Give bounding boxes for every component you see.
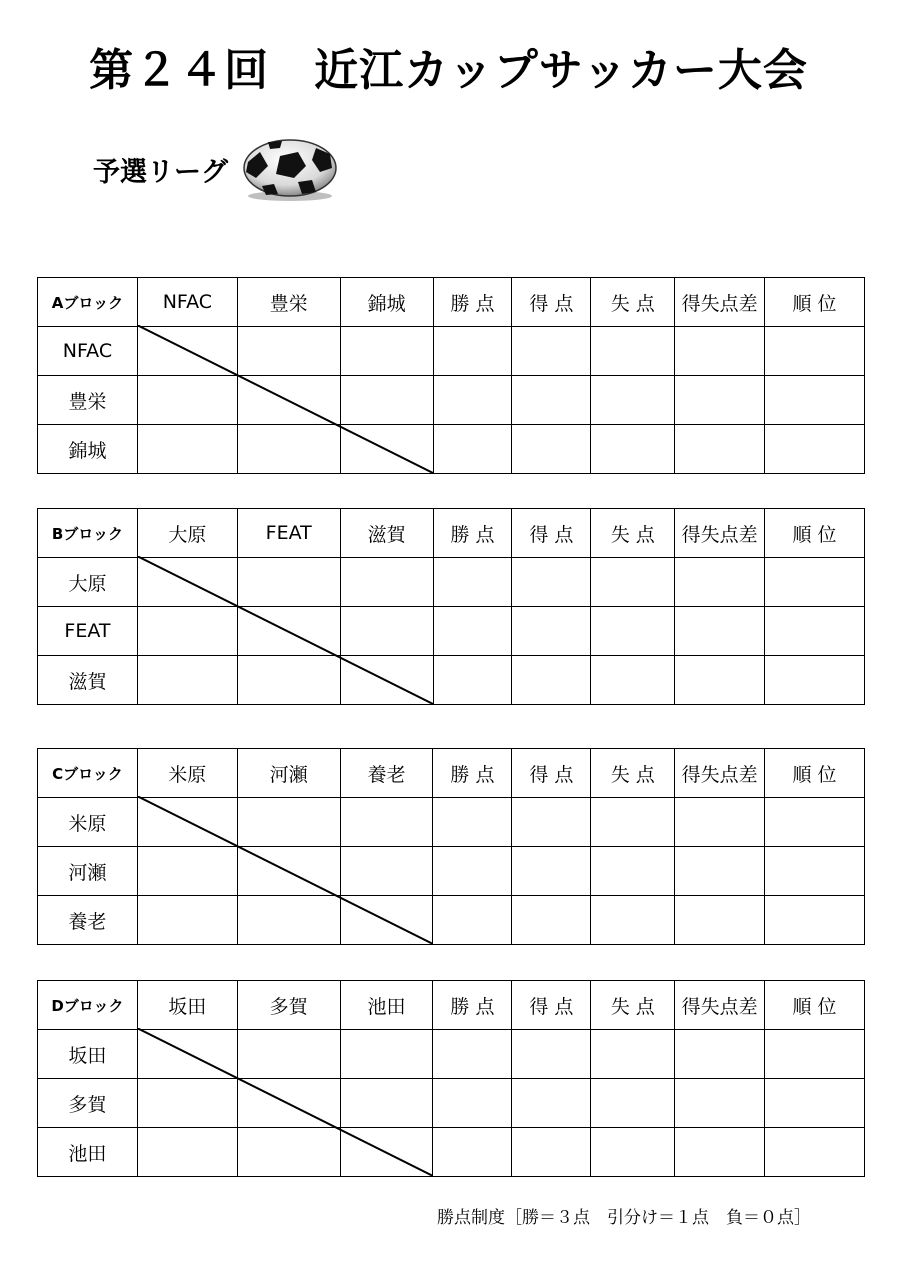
stat-cell	[591, 847, 675, 896]
match-result-cell	[137, 558, 237, 607]
column-stat-header: 得 点	[512, 278, 591, 327]
stat-cell	[433, 607, 512, 656]
league-table	[37, 980, 865, 1177]
stat-cell	[512, 327, 591, 376]
block-name: Dブロック	[38, 981, 138, 1030]
league-table	[37, 277, 865, 474]
row-team-name: 米原	[38, 798, 138, 847]
stat-cell	[591, 1128, 675, 1177]
stat-cell	[512, 1030, 591, 1079]
stat-cell	[591, 425, 675, 474]
column-stat-header: 勝 点	[433, 749, 512, 798]
points-rule-note: 勝点制度［勝＝３点 引分け＝１点 負＝０点］	[437, 1208, 811, 1228]
row-team-name: 池田	[38, 1128, 138, 1177]
column-stat-header: 勝 点	[433, 509, 512, 558]
column-stat-header: 失 点	[591, 749, 675, 798]
stat-cell	[591, 327, 675, 376]
match-result-cell	[340, 1079, 433, 1128]
column-team-name: 滋賀	[340, 509, 433, 558]
table-row	[38, 558, 865, 607]
column-stat-header: 失 点	[591, 981, 675, 1030]
block-3	[37, 980, 865, 1176]
soccer-ball-icon	[242, 138, 338, 202]
stat-cell	[591, 376, 675, 425]
stat-cell	[433, 1128, 512, 1177]
stat-cell	[512, 1079, 591, 1128]
column-team-name: 養老	[340, 749, 433, 798]
stat-cell	[433, 425, 512, 474]
stat-cell	[675, 656, 765, 705]
stat-cell	[765, 1128, 865, 1177]
stat-cell	[512, 847, 591, 896]
section-title: 予選リーグ	[93, 157, 228, 188]
match-result-cell	[237, 1030, 340, 1079]
column-stat-header: 得失点差	[675, 749, 765, 798]
match-result-cell	[340, 425, 433, 474]
stat-cell	[591, 607, 675, 656]
match-result-cell	[340, 1030, 433, 1079]
match-result-cell	[237, 847, 340, 896]
column-team-name: 多賀	[237, 981, 340, 1030]
table-row	[38, 327, 865, 376]
match-result-cell	[340, 607, 433, 656]
stat-cell	[765, 607, 865, 656]
match-result-cell	[340, 847, 433, 896]
league-table	[37, 508, 865, 705]
stat-cell	[591, 656, 675, 705]
match-result-cell	[137, 425, 237, 474]
column-stat-header: 失 点	[591, 278, 675, 327]
stat-cell	[675, 896, 765, 945]
table-row	[38, 896, 865, 945]
stat-cell	[675, 607, 765, 656]
row-team-name: 豊栄	[38, 376, 138, 425]
stat-cell	[591, 558, 675, 607]
stat-cell	[433, 847, 512, 896]
row-team-name: 多賀	[38, 1079, 138, 1128]
row-team-name: 大原	[38, 558, 138, 607]
row-team-name: 錦城	[38, 425, 138, 474]
table-row	[38, 656, 865, 705]
row-team-name: 養老	[38, 896, 138, 945]
stat-cell	[765, 656, 865, 705]
stat-cell	[675, 558, 765, 607]
table-header-row	[38, 509, 865, 558]
block-name: Aブロック	[38, 278, 138, 327]
stat-cell	[433, 798, 512, 847]
match-result-cell	[237, 1079, 340, 1128]
block-0	[37, 277, 865, 473]
column-team-name: 大原	[137, 509, 237, 558]
stat-cell	[512, 558, 591, 607]
stat-cell	[433, 1030, 512, 1079]
column-stat-header: 順 位	[765, 981, 865, 1030]
column-stat-header: 順 位	[765, 509, 865, 558]
match-result-cell	[237, 607, 340, 656]
stat-cell	[433, 1079, 512, 1128]
column-team-name: 米原	[137, 749, 237, 798]
match-result-cell	[340, 327, 433, 376]
stat-cell	[675, 1128, 765, 1177]
stat-cell	[765, 327, 865, 376]
stat-cell	[765, 1079, 865, 1128]
block-name: Cブロック	[38, 749, 138, 798]
match-result-cell	[137, 656, 237, 705]
table-row	[38, 425, 865, 474]
match-result-cell	[137, 847, 237, 896]
column-team-name: 坂田	[137, 981, 237, 1030]
stat-cell	[512, 798, 591, 847]
stat-cell	[675, 1030, 765, 1079]
table-row	[38, 607, 865, 656]
table-row	[38, 376, 865, 425]
row-team-name: 坂田	[38, 1030, 138, 1079]
column-team-name: 河瀬	[237, 749, 340, 798]
match-result-cell	[137, 896, 237, 945]
match-result-cell	[137, 1030, 237, 1079]
column-team-name: NFAC	[137, 278, 237, 327]
block-1	[37, 508, 865, 704]
stat-cell	[675, 847, 765, 896]
row-team-name: NFAC	[38, 327, 138, 376]
stat-cell	[433, 656, 512, 705]
table-header-row	[38, 278, 865, 327]
column-team-name: 豊栄	[237, 278, 340, 327]
block-name: Bブロック	[38, 509, 138, 558]
table-row	[38, 1128, 865, 1177]
stat-cell	[591, 1079, 675, 1128]
stat-cell	[765, 558, 865, 607]
match-result-cell	[340, 798, 433, 847]
match-result-cell	[237, 376, 340, 425]
stat-cell	[433, 558, 512, 607]
stat-cell	[512, 896, 591, 945]
column-stat-header: 順 位	[765, 749, 865, 798]
match-result-cell	[237, 327, 340, 376]
match-result-cell	[137, 1128, 237, 1177]
stat-cell	[765, 798, 865, 847]
row-team-name: FEAT	[38, 607, 138, 656]
row-team-name: 河瀬	[38, 847, 138, 896]
match-result-cell	[340, 1128, 433, 1177]
match-result-cell	[340, 376, 433, 425]
table-row	[38, 1030, 865, 1079]
stat-cell	[675, 425, 765, 474]
stat-cell	[675, 798, 765, 847]
column-stat-header: 得 点	[512, 981, 591, 1030]
column-stat-header: 順 位	[765, 278, 865, 327]
column-stat-header: 得 点	[512, 749, 591, 798]
stat-cell	[765, 847, 865, 896]
block-2	[37, 748, 865, 944]
table-row	[38, 847, 865, 896]
stat-cell	[512, 376, 591, 425]
match-result-cell	[237, 558, 340, 607]
match-result-cell	[137, 607, 237, 656]
table-header-row	[38, 749, 865, 798]
column-stat-header: 勝 点	[433, 278, 512, 327]
match-result-cell	[340, 896, 433, 945]
stat-cell	[591, 1030, 675, 1079]
table-header-row	[38, 981, 865, 1030]
stat-cell	[765, 376, 865, 425]
match-result-cell	[137, 376, 237, 425]
stat-cell	[512, 607, 591, 656]
table-row	[38, 1079, 865, 1128]
stat-cell	[512, 1128, 591, 1177]
table-row	[38, 798, 865, 847]
stat-cell	[433, 327, 512, 376]
match-result-cell	[137, 327, 237, 376]
match-result-cell	[237, 896, 340, 945]
stat-cell	[765, 1030, 865, 1079]
stat-cell	[433, 896, 512, 945]
match-result-cell	[237, 1128, 340, 1177]
stat-cell	[765, 425, 865, 474]
stat-cell	[675, 1079, 765, 1128]
row-team-name: 滋賀	[38, 656, 138, 705]
match-result-cell	[340, 656, 433, 705]
column-team-name: 池田	[340, 981, 433, 1030]
stat-cell	[675, 327, 765, 376]
match-result-cell	[137, 798, 237, 847]
match-result-cell	[237, 656, 340, 705]
stat-cell	[765, 896, 865, 945]
match-result-cell	[237, 425, 340, 474]
column-stat-header: 得失点差	[675, 981, 765, 1030]
stat-cell	[433, 376, 512, 425]
stat-cell	[512, 656, 591, 705]
column-stat-header: 失 点	[591, 509, 675, 558]
column-stat-header: 得失点差	[675, 278, 765, 327]
stat-cell	[591, 896, 675, 945]
column-stat-header: 得 点	[512, 509, 591, 558]
column-stat-header: 勝 点	[433, 981, 512, 1030]
match-result-cell	[340, 558, 433, 607]
stat-cell	[675, 376, 765, 425]
league-table	[37, 748, 865, 945]
column-stat-header: 得失点差	[675, 509, 765, 558]
page-title: 第２４回 近江カップサッカー大会	[89, 45, 808, 96]
match-result-cell	[137, 1079, 237, 1128]
match-result-cell	[237, 798, 340, 847]
column-team-name: 錦城	[340, 278, 433, 327]
stat-cell	[591, 798, 675, 847]
column-team-name: FEAT	[237, 509, 340, 558]
stat-cell	[512, 425, 591, 474]
